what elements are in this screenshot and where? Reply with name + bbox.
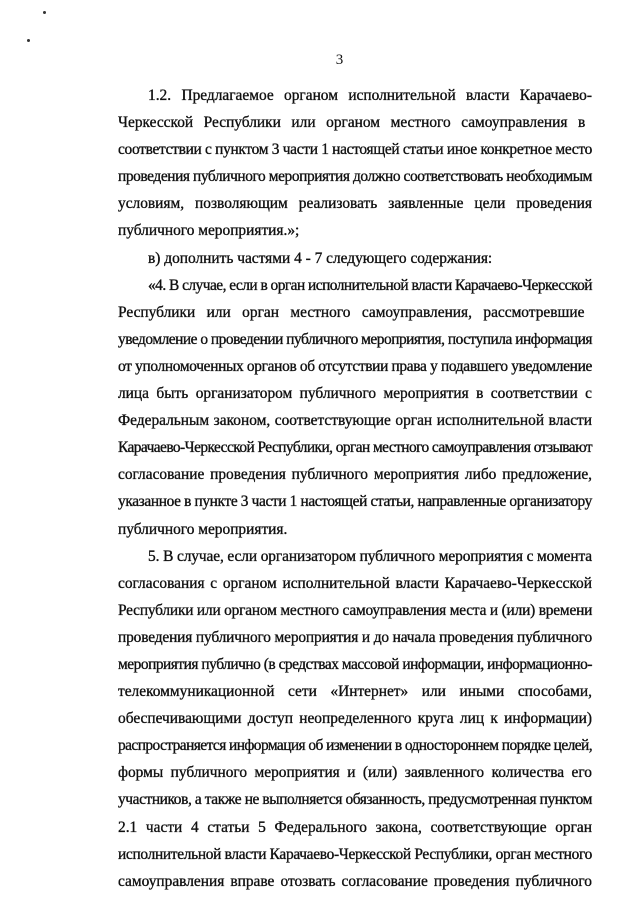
text-line [118, 109, 592, 136]
text-line [118, 570, 592, 597]
text-line-content: публичного мероприятия. [118, 520, 288, 538]
text-line [118, 732, 592, 759]
scan-speck [43, 11, 46, 14]
text-line [118, 190, 592, 217]
text-line-content: Федеральным законом, соответствующие орган исполнительной власти [118, 412, 592, 430]
text-line [118, 786, 592, 813]
text-line [118, 245, 592, 272]
text-line-content: Республики или органом местного самоуправления места и (или) времени [118, 601, 593, 619]
text-line [118, 82, 592, 109]
text-line [118, 434, 592, 461]
text-line [118, 705, 592, 732]
text-line [118, 651, 592, 678]
text-line-content: согласование проведения публичного мероприятия либо предложение, [118, 466, 592, 484]
text-line [118, 814, 592, 841]
text-line-content: уведомление о проведении публичного мероприятия, поступила информация [118, 330, 592, 348]
document-body [118, 82, 592, 895]
text-line-content: телекоммуникационной сети «Интернет» или иными способами, [118, 683, 592, 701]
text-line-content: публичного мероприятия.»; [118, 222, 300, 240]
text-line [118, 624, 592, 651]
text-line [118, 380, 592, 407]
text-line-content: «4. В случае, если в орган исполнительной власти Карачаево-Черкесской [148, 276, 592, 294]
text-line [118, 326, 592, 353]
text-line [118, 272, 592, 299]
text-line [118, 461, 592, 488]
page-number: 3 [335, 52, 344, 68]
text-line-content: указанное в пункте 3 части 1 настоящей статьи, направленные организатору [118, 493, 592, 511]
text-line-content: соответствии с пунктом 3 части 1 настоящей статьи иное конкретное место [118, 141, 592, 159]
text-line-content: согласования с органом исполнительной власти Карачаево-Черкесской [118, 574, 592, 592]
text-line-content: Черкесской Республики или органом местного самоуправления в [118, 114, 586, 132]
text-line-content: 1.2. Предлагаемое органом исполнительной власти Карачаево- [148, 87, 592, 104]
text-line-content: в) дополнить частями 4 - 7 следующего содержания: [148, 249, 493, 267]
text-line-content: самоуправления вправе отозвать согласование проведения публичного [118, 872, 592, 890]
text-line-content: участников, а также не выполняется обязанность, предусмотренная пунктом [118, 791, 592, 809]
text-line [118, 353, 592, 380]
text-line-content: формы публичного мероприятия и (или) заявленного количества его [118, 764, 592, 782]
text-line [118, 488, 592, 515]
text-line [118, 543, 592, 570]
text-line-content: условиям, позволяющим реализовать заявленные цели проведения [118, 195, 592, 213]
text-line-content: лица быть организатором публичного мероприятия в соответствии с [118, 385, 592, 403]
text-line [118, 841, 592, 868]
text-line-content: 5. В случае, если организатором публичного мероприятия с момента [148, 547, 592, 565]
text-line [118, 868, 592, 895]
text-line-content: Республики или орган местного самоуправления, рассмотревшие [118, 303, 585, 321]
scan-speck [27, 39, 30, 42]
text-line [118, 597, 592, 624]
text-line [118, 299, 592, 326]
text-line-content: от уполномоченных органов об отсутствии права у подавшего уведомление [118, 357, 592, 375]
text-line-content: проведения публичного мероприятия должно соответствовать необходимым [118, 168, 592, 186]
text-line [118, 217, 592, 244]
text-line-content: Карачаево-Черкесской Республики, орган местного самоуправления отзывают [118, 439, 592, 457]
text-line [118, 759, 592, 786]
text-line-content: обеспечивающими доступ неопределенного круга лиц к информации) [118, 710, 592, 728]
text-line [118, 516, 592, 543]
text-line-content: 2.1 части 4 статьи 5 Федерального закона, соответствующие орган [118, 818, 592, 836]
text-line [118, 163, 592, 190]
text-line [118, 407, 592, 434]
text-line [118, 678, 592, 705]
text-line-content: исполнительной власти Карачаево-Черкесской Республики, орган местного [118, 845, 592, 863]
text-line-content: распространяется информация об изменении в одностороннем порядке целей, [118, 737, 592, 755]
text-line-content: мероприятия публично (в средствах массовой информации, информационно- [118, 655, 592, 673]
text-line-content: проведения публичного мероприятия и до начала проведения публичного [118, 628, 592, 646]
text-line [118, 136, 592, 163]
